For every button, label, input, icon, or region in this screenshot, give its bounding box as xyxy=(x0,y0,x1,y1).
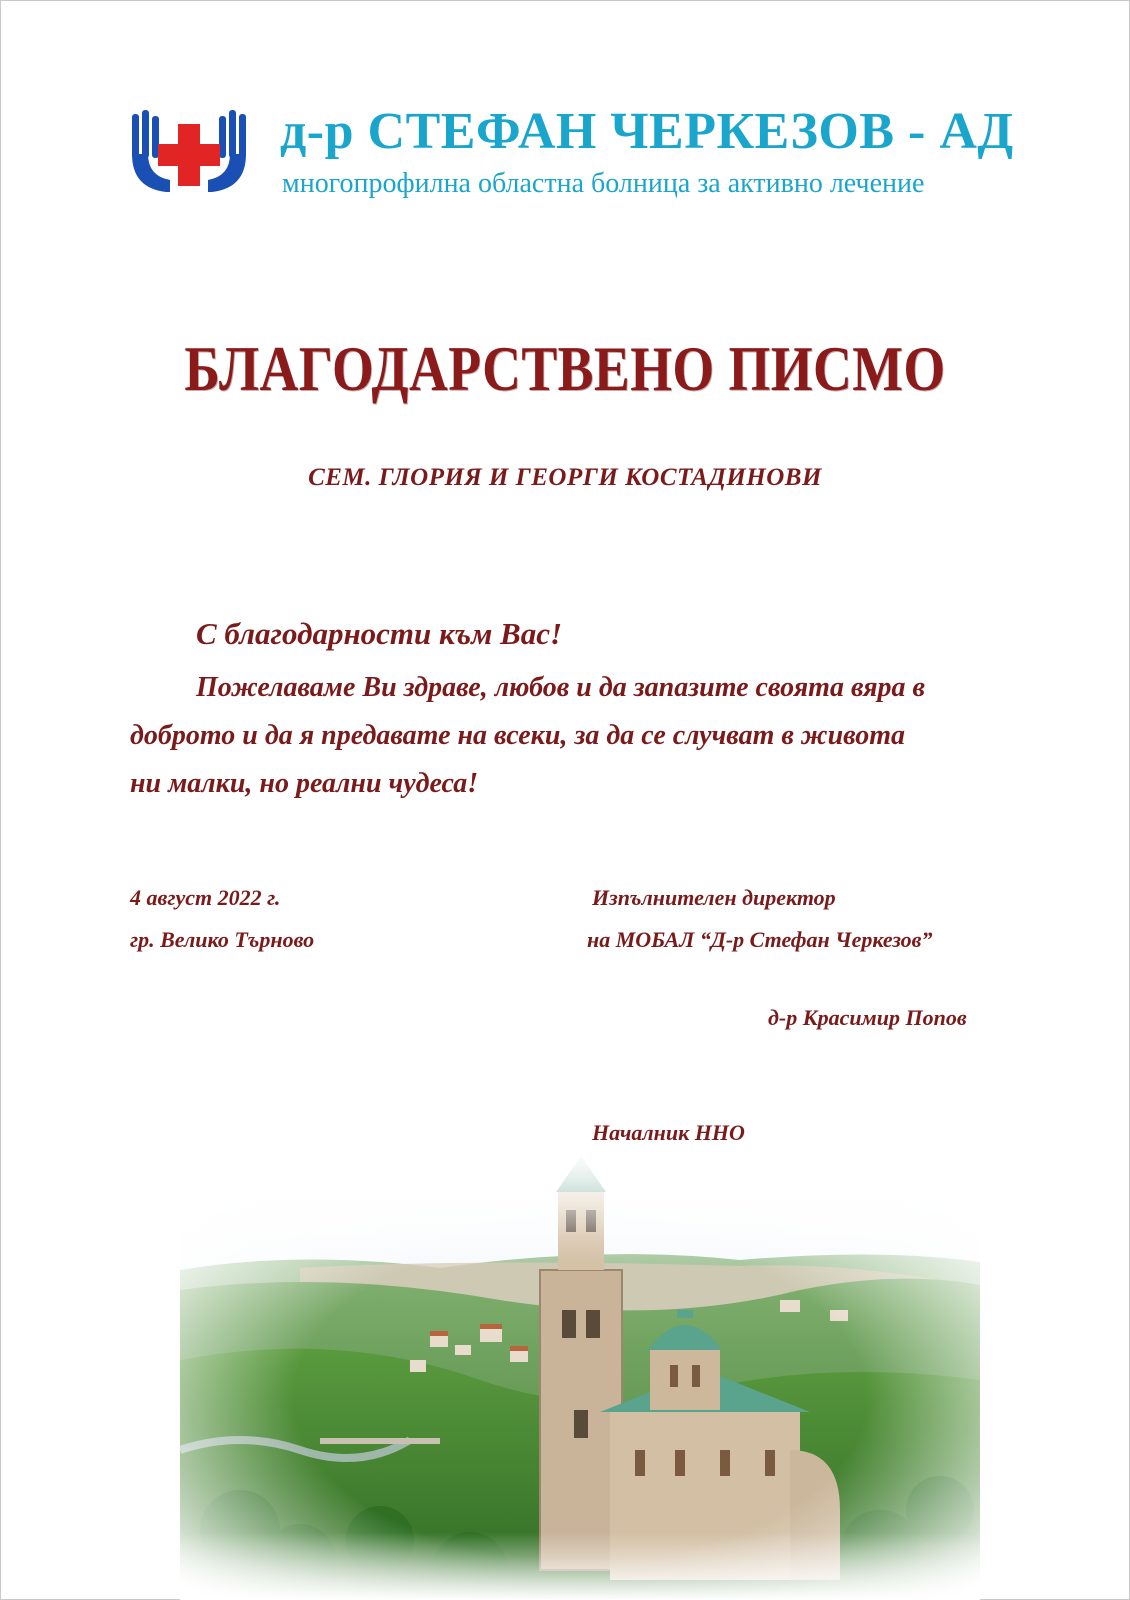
place: гр. Велико Търново xyxy=(130,927,315,952)
director-title-line-2: на МОБАЛ “Д-р Стефан Черкезов” xyxy=(587,927,933,952)
recipient: СЕМ. ГЛОРИЯ И ГЕОРГИ КОСТАДИНОВИ xyxy=(308,464,822,491)
date: 4 август 2022 г. xyxy=(130,885,281,910)
document-title: БЛАГОДАРСТВЕНО ПИСМО xyxy=(184,333,946,404)
director-name: д-р Красимир Попов xyxy=(768,1005,967,1030)
tsarevets-church-icon xyxy=(180,1150,980,1600)
greeting: С благодарности към Вас! xyxy=(196,616,563,651)
director-title-line-1: Изпълнителен директор xyxy=(592,885,836,910)
hands-red-cross-icon xyxy=(130,110,248,196)
hospital-name: д-р СТЕФАН ЧЕРКЕЗОВ - АД xyxy=(280,103,1014,160)
head-title: Началник ННО xyxy=(592,1120,745,1145)
body-line-1: Пожелаваме Ви здраве, любов и да запазите своята вяра в xyxy=(196,672,926,703)
body-line-3: ни малки, но реални чудеса! xyxy=(130,768,479,799)
hospital-subtitle: многопрофилна областна болница за активно лечение xyxy=(282,168,925,199)
body-line-2: доброто и да я предавате на всеки, за да се случват в живота xyxy=(130,720,906,751)
